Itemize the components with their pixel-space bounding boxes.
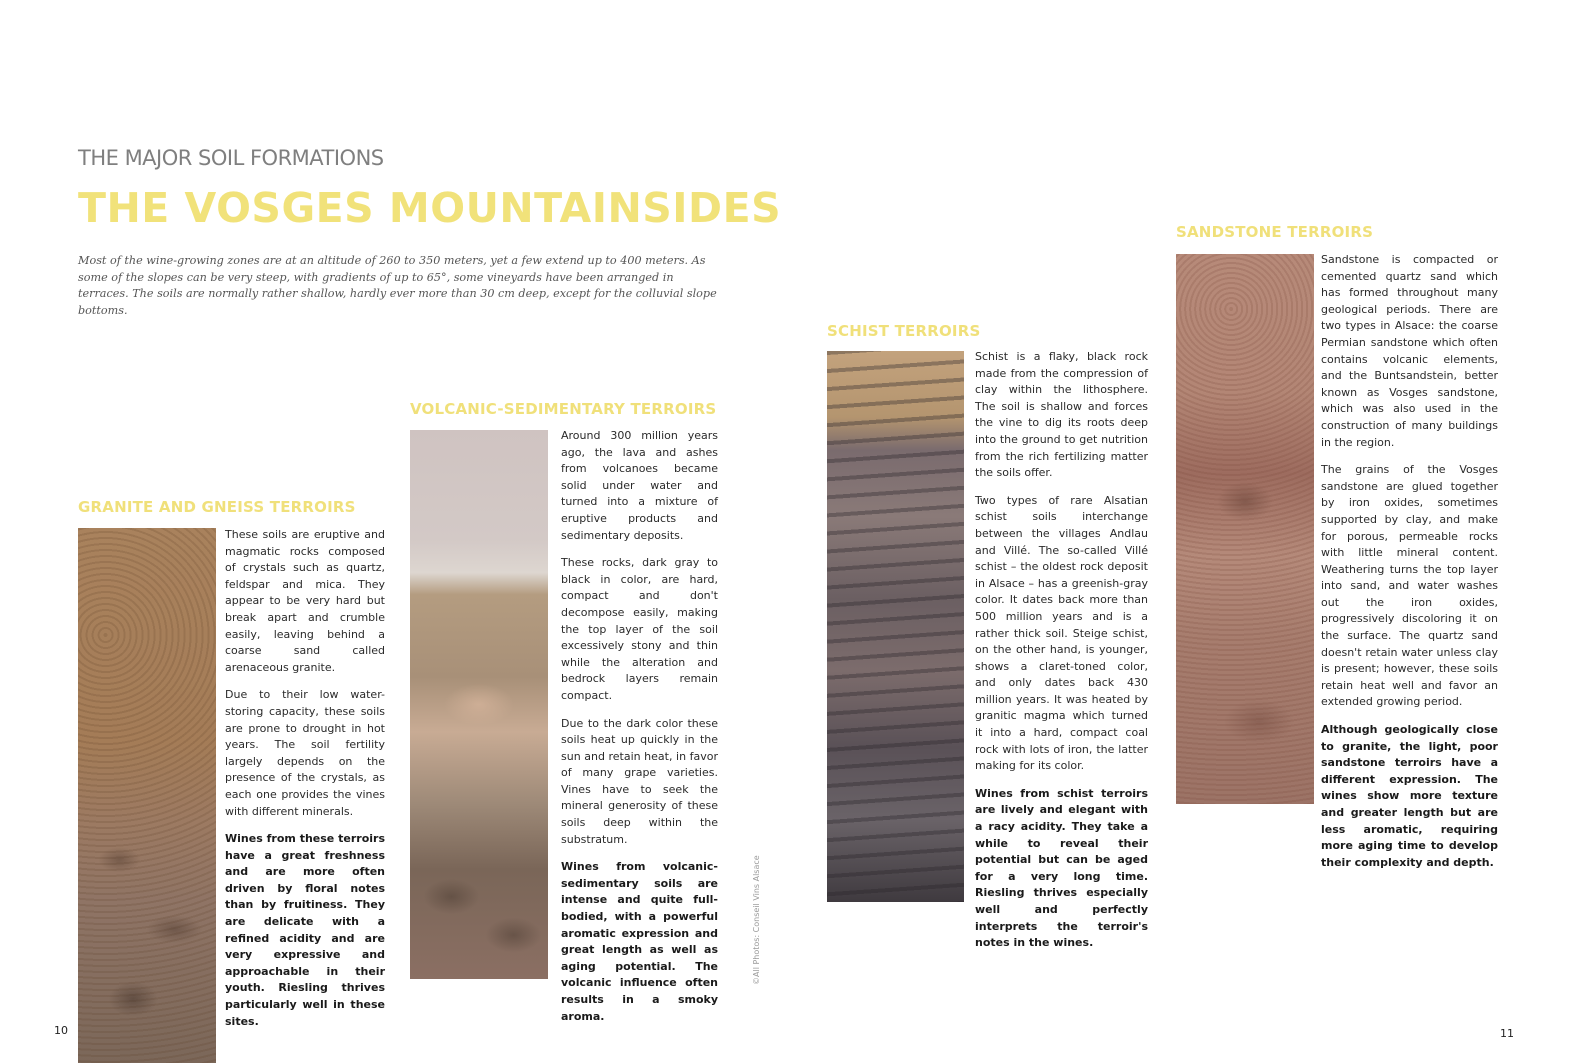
schist-heading: SCHIST TERROIRS bbox=[827, 322, 981, 340]
page-number-right: 11 bbox=[1500, 1027, 1514, 1040]
sandstone-heading: SANDSTONE TERROIRS bbox=[1176, 223, 1374, 241]
granite-paragraph: These soils are eruptive and magmatic rocks composed of crystals such as quartz, feldspar and mica. They appear to be very hard but break apart and crumble easily, leaving behind a coarse sand called arenaceous granite. bbox=[225, 528, 385, 674]
schist-paragraph: Schist is a flaky, black rock made from the compression of clay within the lithosphere. The soil is shallow and forces the vine to dig its roots deep into the ground to get nutrition from the rich fertilizing matter the soils offer. bbox=[975, 350, 1148, 480]
schist-wine-note: Wines from schist terroirs are lively and elegant with a racy acidity. They take a while to reveal their potential but can be aged for a very long time. Riesling thrives especially well and perfectly interprets the terroir's notes in the wines. bbox=[975, 786, 1148, 950]
granite-text bbox=[225, 527, 385, 1041]
schist-text bbox=[975, 349, 1148, 963]
granite-heading: GRANITE AND GNEISS TERROIRS bbox=[78, 498, 356, 516]
volcanic-paragraph: These rocks, dark gray to black in color, are hard, compact and don't decompose easily, making the top layer of the soil excessively stony and thin while the alteration and bedrock layers remain compact. bbox=[561, 556, 718, 702]
sandstone-paragraph: Sandstone is compacted or cemented quartz sand which has formed throughout many geological periods. There are two types in Alsace: the coarse Permian sandstone which often contains volcanic elements, and the Buntsandstein, better known as Vosges sandstone, which was also used in the construction of many buildings in the region. bbox=[1321, 253, 1498, 449]
schist-paragraph: Two types of rare Alsatian schist soils interchange between the villages Andlau and Villé. The so-called Villé schist – the oldest rock deposit in Alsace – has a greenish-gray color. It dates back more than 500 million years and is a rather thick soil. Steige schist, on the other hand, is younger, shows a claret-toned color, and only dates back 430 million years. It was heated by granitic magma which turned it into a hard, compact coal rock with lots of iron, the latter making for its color. bbox=[975, 493, 1148, 773]
volcanic-wine-note: Wines from volcanic-sedimentary soils are intense and quite full-bodied, with a powerful aromatic expression and great length as well as aging potential. The volcanic influence often results in a smoky aroma. bbox=[561, 860, 718, 1023]
volcanic-paragraph: Due to the dark color these soils heat up quickly in the sun and retain heat, in favor of many grape varieties. Vines have to seek the mineral generosity of these soils deep within the substratum. bbox=[561, 716, 718, 846]
section-kicker: THE MAJOR SOIL FORMATIONS bbox=[78, 146, 384, 170]
intro-paragraph: Most of the wine-growing zones are at an altitude of 260 to 350 meters, yet a few extend up to 400 meters. As some of the slopes can be very steep, with gradients of up to 65°, some vineyards have been arranged in terraces. The soils are normally rather shallow, hardly ever more than 30 cm deep, except for the colluvial slope bottoms. bbox=[78, 254, 717, 317]
volcanic-paragraph: Around 300 million years ago, the lava and ashes from volcanoes became solid under water and turned into a mixture of eruptive products and sedimentary deposits. bbox=[561, 429, 718, 542]
sandstone-photo bbox=[1176, 254, 1314, 804]
sandstone-paragraph: The grains of the Vosges sandstone are glued together by iron oxides, sometimes supported by clay, and make for porous, permeable rocks with little mineral content. Weathering turns the top layer into sand, and water washes out the iron oxides, progressively discoloring it on the surface. The quartz sand doesn't retain water unless clay is present; however, these soils retain heat well and favor an extended growing period. bbox=[1321, 463, 1498, 709]
volcanic-text bbox=[561, 428, 718, 1036]
sandstone-text bbox=[1321, 252, 1498, 882]
page-number-left: 10 bbox=[54, 1024, 68, 1037]
volcanic-photo bbox=[410, 430, 548, 979]
schist-photo bbox=[827, 351, 964, 902]
photo-credit: ©All Photos: Conseil Vins Alsace bbox=[752, 855, 761, 985]
page-title: THE VOSGES MOUNTAINSIDES bbox=[78, 184, 782, 232]
granite-paragraph: Due to their low water-storing capacity, these soils are prone to drought in hot years. The soil fertility largely depends on the presence of the crystals, as each one provides the vines with different minerals. bbox=[225, 688, 385, 818]
sandstone-wine-note: Although geologically close to granite, the light, poor sandstone terroirs have a different expression. The wines show more texture and greater length but are less aromatic, requiring more aging time to develop their complexity and depth. bbox=[1321, 723, 1498, 869]
granite-photo bbox=[78, 528, 216, 1063]
granite-wine-note: Wines from these terroirs have a great freshness and are more often driven by floral notes than by fruitiness. They are delicate with a refined acidity and are very expressive and approachable in their youth. Riesling thrives particularly well in these sites. bbox=[225, 832, 385, 1028]
volcanic-heading: VOLCANIC-SEDIMENTARY TERROIRS bbox=[410, 400, 717, 418]
